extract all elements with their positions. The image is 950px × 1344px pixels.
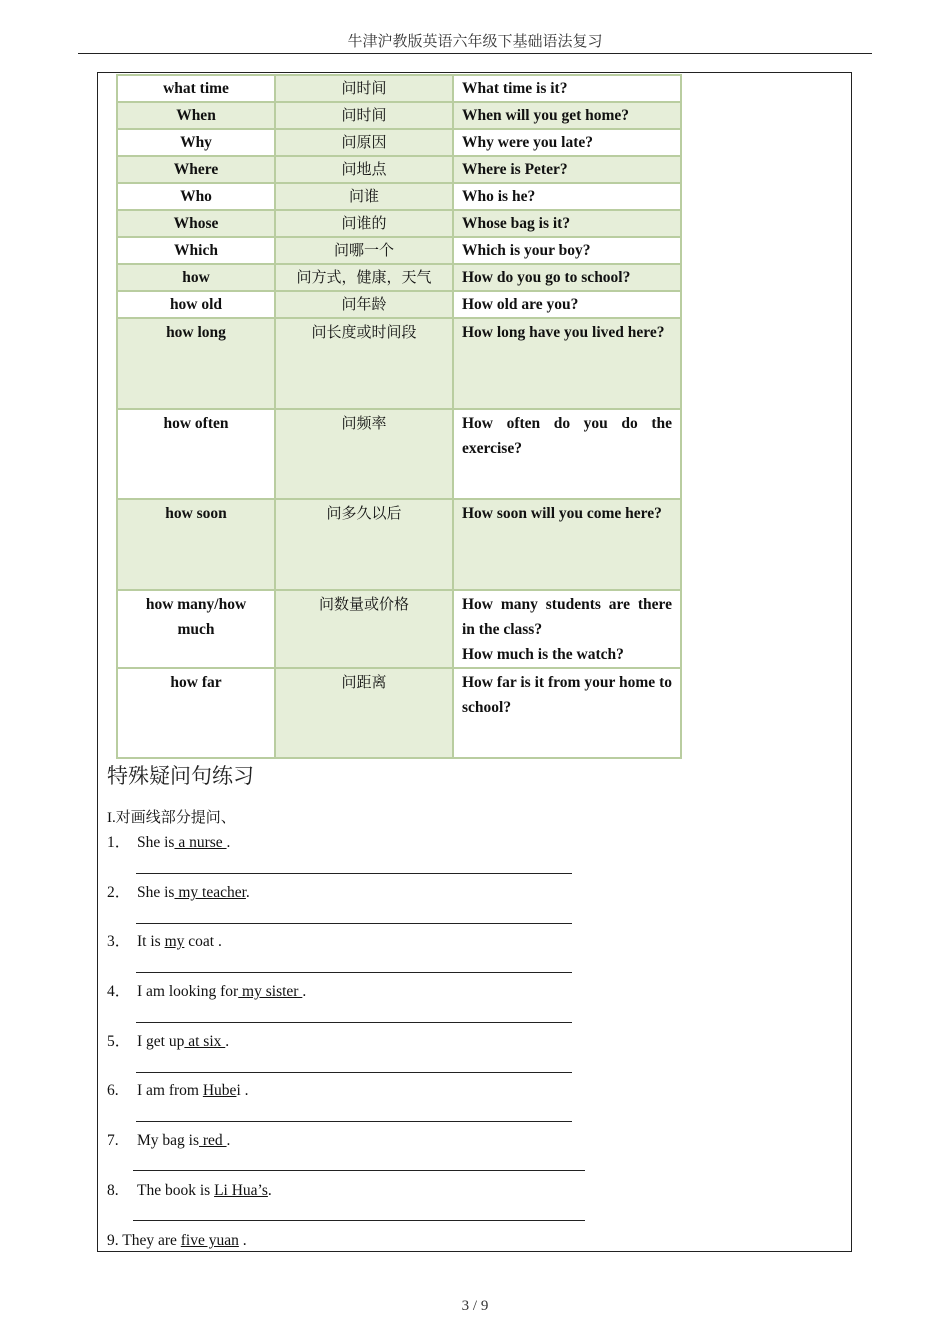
item-text: I am from <box>137 1082 203 1099</box>
question-example: Who is he? <box>453 183 681 210</box>
question-word: Why <box>117 129 275 156</box>
item-text: . <box>225 1033 230 1050</box>
question-example: Why were you late? <box>453 129 681 156</box>
question-meaning: 问长度或时间段 <box>275 318 453 409</box>
item-text: . <box>226 834 231 851</box>
question-example: How soon will you come here? <box>453 499 681 590</box>
item-text: i . <box>236 1082 249 1099</box>
question-example: When will you get home? <box>453 102 681 129</box>
underlined-part: Hube <box>202 1082 237 1099</box>
question-word: When <box>117 102 275 129</box>
item-number: 5． <box>107 1033 131 1050</box>
answer-line <box>136 1022 572 1023</box>
exercise-item <box>107 1032 229 1052</box>
table-row <box>117 75 681 102</box>
item-number: 2． <box>107 884 131 901</box>
table-row <box>117 102 681 129</box>
underlined-part: red <box>199 1132 227 1149</box>
question-word: Who <box>117 183 275 210</box>
item-number: 7. <box>107 1132 119 1149</box>
question-meaning: 问距离 <box>275 668 453 758</box>
item-number: 9. <box>107 1232 119 1249</box>
exercise-instruction: I.对画线部分提问、 <box>107 810 236 826</box>
question-word: how far <box>117 668 275 758</box>
exercise-item <box>107 982 306 1002</box>
exercise-item <box>107 1081 249 1101</box>
page-header: 牛津沪教版英语六年级下基础语法复习 <box>78 30 872 54</box>
table-row <box>117 668 681 758</box>
question-example: Where is Peter? <box>453 156 681 183</box>
underlined-part: my sister <box>238 983 303 1000</box>
item-number: 1． <box>107 834 131 851</box>
question-example-line: How many students are there in the class? <box>462 596 672 638</box>
question-example: Which is your boy? <box>453 237 681 264</box>
table-row <box>117 183 681 210</box>
item-text: She is <box>137 884 175 901</box>
underlined-part: at six <box>184 1033 226 1050</box>
answer-line <box>136 972 572 973</box>
table-row <box>117 237 681 264</box>
item-text: coat . <box>184 933 222 950</box>
item-text: . <box>267 1182 272 1199</box>
question-meaning: 问时间 <box>275 102 453 129</box>
item-text: I am looking for <box>137 983 239 1000</box>
item-number: 3． <box>107 933 131 950</box>
question-word: how soon <box>117 499 275 590</box>
question-word: how old <box>117 291 275 318</box>
exercise-item <box>107 1181 272 1201</box>
item-text: . <box>238 1232 247 1249</box>
item-text: The book is <box>137 1182 215 1199</box>
section-title: 特殊疑问句练习 <box>107 764 254 788</box>
page-number: 3 / 9 <box>461 1298 489 1314</box>
question-meaning: 问谁的 <box>275 210 453 237</box>
underlined-part: five yuan <box>180 1232 239 1249</box>
question-meaning: 问时间 <box>275 75 453 102</box>
table-row <box>117 409 681 499</box>
answer-line <box>133 1170 585 1171</box>
item-text: . <box>302 983 307 1000</box>
underlined-part: my teacher <box>174 884 246 901</box>
exercise-item <box>107 883 250 903</box>
underlined-part: a nurse <box>174 834 227 851</box>
question-word: how <box>117 264 275 291</box>
exercise-item <box>107 932 222 952</box>
item-text: . <box>226 1132 231 1149</box>
question-meaning: 问多久以后 <box>275 499 453 590</box>
question-word: how often <box>117 409 275 499</box>
table-row <box>117 590 681 668</box>
item-text: My bag is <box>137 1132 199 1149</box>
question-meaning: 问频率 <box>275 409 453 499</box>
table-row <box>117 264 681 291</box>
question-meaning: 问原因 <box>275 129 453 156</box>
question-example-line: How much is the watch? <box>462 646 624 663</box>
table-row <box>117 291 681 318</box>
question-meaning: 问地点 <box>275 156 453 183</box>
question-example: How often do you do the exercise? <box>453 409 681 499</box>
question-example: What time is it? <box>453 75 681 102</box>
table-row <box>117 129 681 156</box>
item-number: 6. <box>107 1082 119 1099</box>
question-meaning: 问哪一个 <box>275 237 453 264</box>
question-word: what time <box>117 75 275 102</box>
question-meaning: 问谁 <box>275 183 453 210</box>
answer-line <box>133 1220 585 1221</box>
question-meaning: 问数量或价格 <box>275 590 453 668</box>
item-text: They are <box>122 1232 181 1249</box>
question-word: Where <box>117 156 275 183</box>
answer-line <box>136 923 572 924</box>
question-example: How old are you? <box>453 291 681 318</box>
question-example: How do you go to school? <box>453 264 681 291</box>
item-text: It is <box>137 933 165 950</box>
question-meaning: 问年龄 <box>275 291 453 318</box>
table-row <box>117 210 681 237</box>
question-example: How far is it from your home to school? <box>453 668 681 758</box>
table-row <box>117 318 681 409</box>
answer-line <box>136 873 572 874</box>
item-text: She is <box>137 834 175 851</box>
question-meaning: 问方式，健康，天气 <box>275 264 453 291</box>
answer-line <box>136 1072 572 1073</box>
exercise-item <box>107 1131 230 1151</box>
question-word: how many/how much <box>117 590 275 668</box>
exercise-item <box>107 1231 247 1251</box>
underlined-part: Li Hua’s <box>214 1182 268 1199</box>
question-word: Whose <box>117 210 275 237</box>
question-example: How long have you lived here? <box>453 318 681 409</box>
question-word: Which <box>117 237 275 264</box>
question-example <box>453 590 681 668</box>
item-text: I get up <box>137 1033 185 1050</box>
question-word-table <box>116 74 682 759</box>
question-example: Whose bag is it? <box>453 210 681 237</box>
table-row <box>117 156 681 183</box>
answer-line <box>136 1121 572 1122</box>
table-row <box>117 499 681 590</box>
item-number: 4． <box>107 983 131 1000</box>
item-text: . <box>245 884 250 901</box>
underlined-part: my <box>164 933 185 950</box>
item-number: 8. <box>107 1182 119 1199</box>
exercise-item <box>107 833 230 853</box>
question-word: how long <box>117 318 275 409</box>
